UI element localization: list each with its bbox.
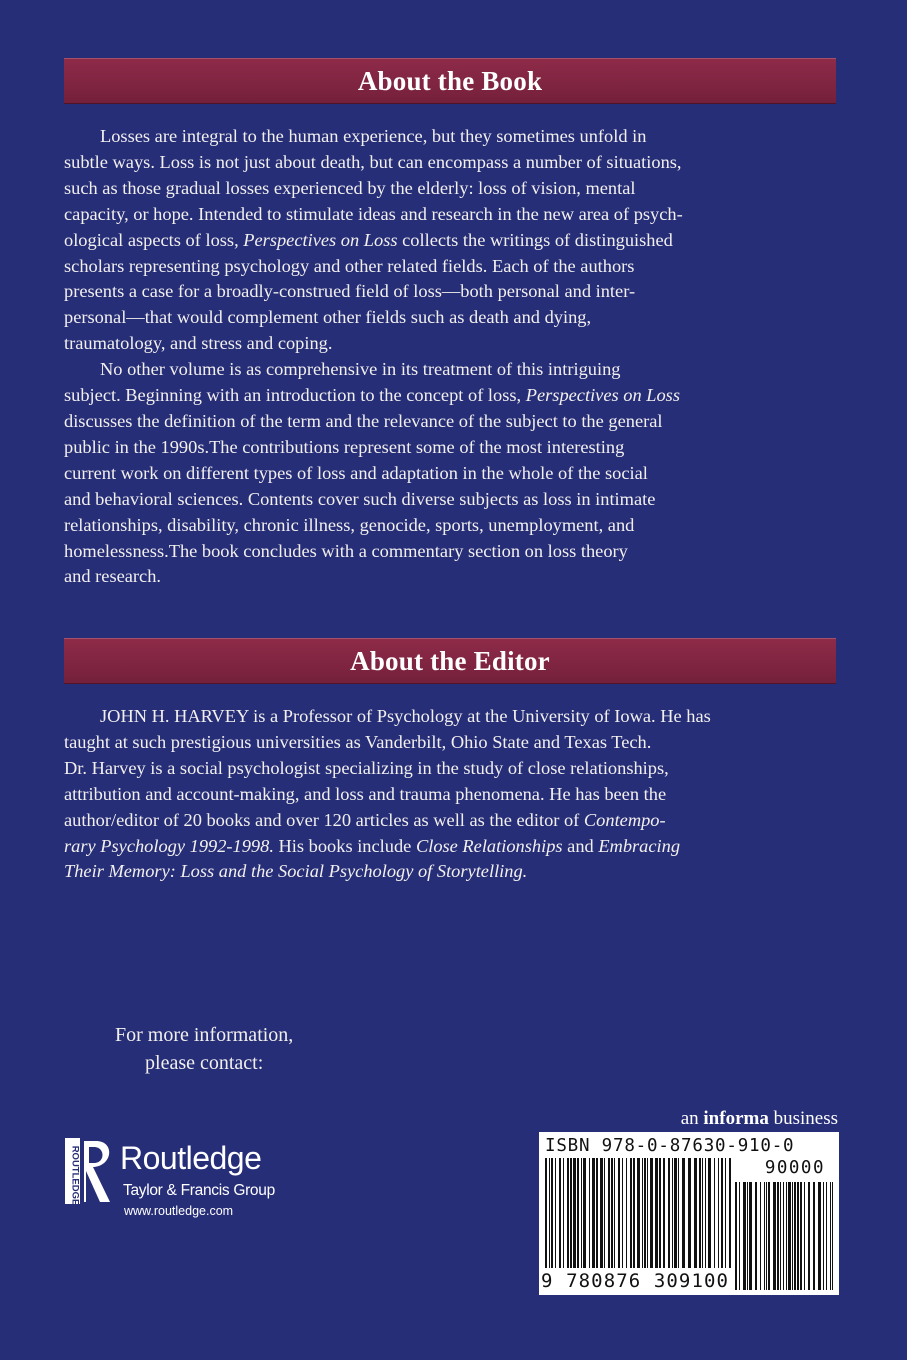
informa-suffix: business [768,1108,838,1129]
text-run: public in the 1990s.The contributions represent some of the most interesting [64,436,625,457]
informa-brand: informa [703,1108,769,1129]
text-run: JOHN H. HARVEY is a Professor of Psychology at the University of Iowa. He has [100,706,711,726]
text-run: Dr. Harvey is a social psychologist specializing in the study of close relationships, [64,757,669,778]
about-book-line [64,487,839,513]
about-editor-heading: About the Editor [350,645,550,676]
about-book-line [64,279,839,305]
about-editor-paragraph [64,704,839,885]
text-run: current work on different types of loss and adaptation in the whole of the social [64,462,648,483]
text-run: taught at such prestigious universities as Vanderbilt, Ohio State and Texas Tech. [64,731,652,752]
italic-title: rary Psychology 1992-1998. [64,835,274,856]
publisher-name: Routledge [120,1140,262,1176]
italic-title: Perspectives on Loss [525,385,680,406]
about-book-line [64,461,839,487]
text-run: Losses are integral to the human experience, but they sometimes unfold in [100,126,647,146]
about-book-line [64,331,839,357]
italic-title: Embracing [598,835,681,856]
routledge-vertical-mark: ROUTLEDGE [69,1145,81,1206]
about-book-paragraph [64,124,839,357]
about-book-line [64,254,839,280]
text-run: capacity, or hope. Intended to stimulate ideas and research in the new area of psych- [64,203,683,224]
text-run: ological aspects of loss, [64,229,244,250]
text-run: traumatology, and stress and coping. [64,333,333,354]
about-editor-line [64,834,839,860]
italic-title: Their Memory: Loss and the Social Psychology of Storytelling. [64,861,528,882]
about-book-heading: About the Book [357,65,543,96]
isbn-barcode [539,1132,839,1295]
about-book-line [64,202,839,228]
italic-title: Perspectives on Loss [243,229,398,250]
about-editor-text [64,704,839,885]
publisher-url: www.routledge.com [124,1204,234,1218]
text-run: and behavioral sciences. Contents cover such diverse subjects as loss in intimate [64,488,656,509]
about-editor-line [64,730,839,756]
contact-line-2: please contact: [145,1052,264,1074]
about-book-line [64,513,839,539]
about-book-line [64,176,839,202]
text-run: presents a case for a broadly-construed field of loss—both personal and inter- [64,281,636,302]
about-book-line [64,305,839,331]
text-run: and [562,835,599,856]
text-run: subject. Beginning with an introduction to the concept of loss, [64,385,526,406]
about-editor-line [64,782,839,808]
about-book-text [64,124,839,590]
about-book-paragraph [64,357,839,590]
price-code: 90000 [764,1158,825,1178]
about-book-line [64,435,839,461]
italic-title: Contempo- [583,809,666,830]
about-book-line [64,124,839,150]
about-book-line [64,383,839,409]
about-editor-line [64,808,839,834]
about-book-line [64,539,839,565]
text-run: and research. [64,566,161,587]
about-editor-line [64,756,839,782]
text-run: scholars representing psychology and other related fields. Each of the authors [64,255,635,276]
about-editor-line [64,704,839,730]
about-book-line [64,150,839,176]
about-book-banner [64,58,836,104]
text-run: His books include [273,835,416,856]
text-run: subtle ways. Loss is not just about death, but can encompass a number of situations, [64,151,682,172]
about-book-line [64,357,839,383]
isbn-number: ISBN 978-0-87630-910-0 [545,1136,795,1156]
informa-prefix: an [680,1108,704,1129]
routledge-r-mark-icon [62,1138,114,1228]
text-run: such as those gradual losses experienced by the elderly: loss of vision, mental [64,177,636,198]
text-run: author/editor of 20 books and over 120 articles as well as the editor of [64,809,584,830]
about-book-line [64,564,839,590]
ean-digits: 9 780876 309100 [541,1270,730,1292]
publisher-group: Taylor & Francis Group [123,1182,275,1199]
contact-note [115,1021,293,1077]
text-run: personal—that would complement other fields such as death and dying, [64,307,592,328]
text-run: collects the writings of distinguished [397,229,673,250]
routledge-logo [62,1138,322,1228]
text-run: attribution and account-making, and loss and trauma phenomena. He has been the [64,783,667,804]
about-book-line [64,228,839,254]
italic-title: Close Relationships [415,835,563,856]
about-editor-line [64,859,839,885]
informa-tagline [681,1108,838,1130]
text-run: relationships, disability, chronic illness, genocide, sports, unemployment, and [64,514,635,535]
about-book-line [64,409,839,435]
contact-line-1: For more information, [115,1024,294,1046]
about-editor-banner [64,638,836,684]
text-run: discusses the definition of the term and the relevance of the subject to the general [64,410,663,431]
text-run: homelessness.The book concludes with a commentary section on loss theory [64,540,628,561]
text-run: No other volume is as comprehensive in its treatment of this intriguing [100,359,621,380]
